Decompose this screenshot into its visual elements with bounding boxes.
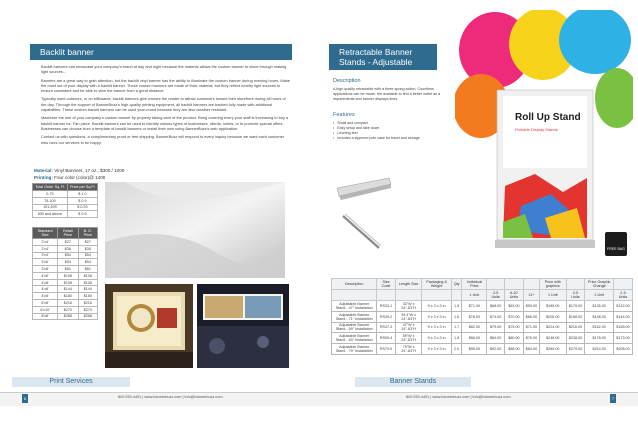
material-line	[34, 168, 124, 173]
table-cell: 59"W x 24"-83"H	[395, 333, 422, 344]
table-cell: Adjustable Banner Stand - 71" Installation	[332, 311, 377, 322]
table-cell: 2'x4'	[33, 245, 58, 252]
table-header: Retail Price	[58, 228, 78, 239]
table-row	[33, 293, 98, 300]
table-cell: $ 0.9	[67, 197, 97, 204]
table-cell: $92.00	[487, 344, 505, 355]
backlit-lightbox-photo	[105, 284, 193, 368]
table-header: 1 Unit	[462, 290, 487, 301]
table-header	[395, 290, 422, 301]
table-cell: $79.00	[487, 322, 505, 333]
section-title-backlit-banner: Backlit banner	[30, 44, 292, 60]
table-cell: $132.00	[613, 301, 632, 312]
table-cell: $27	[58, 239, 78, 246]
table-cell: 8'x8'	[33, 313, 58, 320]
roll-up-stand-product-image	[455, 10, 633, 258]
table-header: B. G. Price	[78, 228, 97, 239]
table-cell: $108	[58, 272, 78, 279]
table-row	[33, 197, 98, 204]
table-cell: RS33-1	[377, 301, 395, 312]
table-header: 1 Unit	[585, 290, 613, 301]
table-row	[33, 300, 98, 307]
table-cell: $135.00	[585, 301, 613, 312]
table-header: Price Graphic Change	[585, 279, 613, 290]
table-cell: $78.00	[462, 311, 487, 322]
printing-value: Four color (color)@ 1400	[54, 175, 106, 180]
table-header	[566, 279, 585, 290]
table-header: Total Order Sq. Ft	[33, 184, 68, 191]
right-page	[319, 0, 638, 437]
table-cell: $96.00	[462, 344, 487, 355]
printing-label: Printing:	[34, 175, 53, 180]
table-cell: $81	[78, 266, 97, 273]
table-cell: 33"W x 24"-83"H	[395, 301, 422, 312]
price-per-sqft-table	[32, 183, 98, 218]
table-cell: $246.00	[540, 333, 566, 344]
stand-base-image	[333, 170, 393, 204]
table-header	[487, 279, 505, 290]
stand-pole-image	[339, 210, 383, 252]
table-row	[332, 344, 633, 355]
table-cell: $88.00	[505, 344, 524, 355]
table-cell: $ 0.25	[67, 204, 97, 211]
table-header: 11+	[523, 290, 539, 301]
table-cell: 101-499	[33, 204, 68, 211]
table-cell: $88.00	[462, 333, 487, 344]
table-cell: $84.00	[523, 344, 539, 355]
table-cell: 500 and above	[33, 211, 68, 218]
table-cell: $208.00	[613, 344, 632, 355]
table-cell: $63.00	[505, 301, 524, 312]
table-cell: $158.00	[613, 322, 632, 333]
table-header: 1 Unit	[540, 290, 566, 301]
table-cell: $70.00	[505, 311, 524, 322]
table-row	[33, 313, 98, 320]
features-heading: Features	[333, 112, 355, 118]
table-cell: $81	[58, 266, 78, 273]
table-header	[332, 290, 377, 301]
free-bag-badge: FREE BAG	[605, 232, 627, 256]
material-value: Vinyl Banners, 17 oz., $300 / 1000	[54, 168, 125, 173]
table-cell: 3'x4'	[33, 252, 58, 259]
table-cell: $289.00	[540, 344, 566, 355]
table-cell: 9 x 3 x 3 in	[422, 344, 451, 355]
table-row	[33, 306, 98, 313]
table-header	[377, 290, 395, 301]
table-cell: $224.00	[540, 322, 566, 333]
table-cell: 3'x8'	[33, 266, 58, 273]
table-cell: 1.5	[451, 301, 462, 312]
table-cell: 1.7	[451, 322, 462, 333]
table-row	[332, 322, 633, 333]
table-cell: 4'x8'	[33, 279, 58, 286]
table-row	[33, 191, 98, 198]
table-header: Description	[332, 279, 377, 290]
feature-item: • Small and compact	[333, 121, 443, 126]
table-cell: $148.00	[585, 311, 613, 322]
table-cell: $36	[78, 245, 97, 252]
table-cell: $179.00	[566, 301, 585, 312]
table-cell: $178.00	[585, 333, 613, 344]
table-cell: 2.0	[451, 344, 462, 355]
table-cell: Adjustable Banner Stand - 47" Installation	[332, 301, 377, 312]
table-header: 2-5 Units	[487, 290, 505, 301]
table-header: Individual Price	[462, 279, 487, 290]
table-cell: $144	[78, 286, 97, 293]
table-cell: $180	[58, 293, 78, 300]
table-row	[33, 239, 98, 246]
table-header: 2-5 Units	[613, 290, 632, 301]
paragraph: Typically used outdoors, or on billboards, backlit banners give owners the reader to attract customers toward their storefront during all hours of the day. Through the support of BannerBuzz's high-quality printing equipment, all backlit banners are backed fully made with additional capabilities. These custom backlit banners can be used year-round because they are also weather resistant.	[41, 96, 286, 113]
table-cell: $198.00	[566, 311, 585, 322]
table-cell: RS59-4	[377, 333, 395, 344]
table-cell: RS39-2	[377, 311, 395, 322]
material-label: Material:	[34, 168, 53, 173]
table-row	[33, 252, 98, 259]
vinyl-texture-image	[105, 182, 285, 278]
section-title-retractable-stands: Retractable Banner Stands - Adjustable	[329, 44, 437, 70]
table-row	[33, 245, 98, 252]
table-cell: $288	[58, 313, 78, 320]
table-row	[33, 272, 98, 279]
table-cell: 9 x 3 x 3 in	[422, 311, 451, 322]
table-cell: $180	[78, 293, 97, 300]
table-cell: $162.00	[585, 322, 613, 333]
table-cell: 9 x 3 x 3 in	[422, 301, 451, 312]
table-header: Size Code	[377, 279, 395, 290]
table-cell: $54	[78, 259, 97, 266]
table-header: Length Size	[395, 279, 422, 290]
table-cell: $36	[58, 245, 78, 252]
standard-size-table	[32, 227, 98, 320]
table-cell: 3'x6'	[33, 259, 58, 266]
table-header: Price with graphics	[540, 279, 566, 290]
table-row	[33, 204, 98, 211]
table-cell: 76-100	[33, 197, 68, 204]
table-cell: $66.00	[523, 311, 539, 322]
table-header	[523, 279, 539, 290]
table-cell: $214.00	[585, 344, 613, 355]
table-cell: $270	[78, 306, 97, 313]
table-header	[613, 279, 632, 290]
table-cell: RS79-5	[377, 344, 395, 355]
backlit-body-text	[41, 64, 291, 148]
table-cell: $185.00	[540, 301, 566, 312]
table-header: 6-10 Units	[505, 290, 524, 301]
footer-contact-left: 800.930.4491 | www.bannerbuzz.com | info@bannerbuzz.com	[118, 395, 223, 399]
table-row	[33, 266, 98, 273]
table-cell: 6'x10'	[33, 306, 58, 313]
table-cell: $76.00	[523, 333, 539, 344]
table-cell: $270	[58, 306, 78, 313]
product-label: Roll Up Stand	[515, 112, 581, 123]
table-cell: $80.00	[505, 333, 524, 344]
footer-bar	[0, 392, 638, 406]
table-cell: $68.00	[487, 301, 505, 312]
table-cell: $84.00	[487, 333, 505, 344]
table-cell: 4'x8'	[33, 286, 58, 293]
table-row	[33, 211, 98, 218]
footer-tab-print-services: Print Services	[12, 377, 130, 387]
table-cell: $74.00	[487, 311, 505, 322]
table-cell: RS47-3	[377, 322, 395, 333]
table-header: Qty	[451, 279, 462, 290]
table-cell: $173.00	[613, 333, 632, 344]
table-cell: $144	[58, 286, 78, 293]
table-row	[33, 286, 98, 293]
table-cell: $216	[58, 300, 78, 307]
features-list	[333, 121, 443, 141]
table-header	[451, 290, 462, 301]
table-cell: $216	[78, 300, 97, 307]
feature-item: • Easy setup and take down	[333, 126, 443, 131]
table-header	[422, 290, 451, 301]
page-number-right: 7	[611, 396, 615, 401]
paragraph: Banners are a great way to grab attention, but the backlit vinyl banner has the ability to illuminate the custom banner during evening hours. Make the most out of your display with a backlit banner. These custom banners are made of thick material, but they reflect nearby light sources to ensure consistent and be able to view the banner from a great distance.	[41, 77, 290, 94]
table-cell: $75.00	[505, 322, 524, 333]
product-sublabel: Portable Display Stands	[515, 127, 558, 132]
table-cell: $ 1.0	[67, 191, 97, 198]
table-cell: $54	[58, 252, 78, 259]
table-cell: $54	[58, 259, 78, 266]
table-header	[505, 279, 524, 290]
table-cell: Adjustable Banner Stand - 63" Installation	[332, 333, 377, 344]
table-cell: $216.00	[566, 322, 585, 333]
table-cell: 79"W x 24"-83"H	[395, 344, 422, 355]
table-row	[332, 311, 633, 322]
feature-item: • Includes a zippered pole case for travel and storage	[333, 136, 443, 141]
table-cell: 0-75	[33, 191, 68, 198]
table-cell: $71.00	[523, 322, 539, 333]
table-row	[33, 279, 98, 286]
feature-item: • Leveling feet	[333, 131, 443, 136]
table-cell: $288	[78, 313, 97, 320]
backlit-store-photo	[197, 284, 289, 368]
stand-pricing-table	[331, 278, 633, 355]
table-cell: $82.00	[462, 322, 487, 333]
table-cell: 2'x4'	[33, 239, 58, 246]
footer-contact-right: 800.930.4491 | www.bannerbuzz.com | info@bannerbuzz.com	[406, 395, 511, 399]
table-cell: $205.00	[540, 311, 566, 322]
table-cell: Adjustable Banner Stand - 59" Installation	[332, 322, 377, 333]
table-cell: 1.8	[451, 333, 462, 344]
table-header: Standard Size	[33, 228, 58, 239]
table-cell: 47"W x 24"-83"H	[395, 322, 422, 333]
table-cell: $238.00	[566, 333, 585, 344]
table-cell: $27	[78, 239, 97, 246]
printing-line	[34, 175, 105, 180]
table-cell: 39.4"W x 24"-83"H	[395, 311, 422, 322]
table-cell: $ 0.5	[67, 211, 97, 218]
table-header: Price per Sq.Ft	[67, 184, 97, 191]
table-cell: 4'x6'	[33, 272, 58, 279]
table-row	[33, 259, 98, 266]
table-cell: 1.6	[451, 311, 462, 322]
table-cell: 4'x8'	[33, 293, 58, 300]
table-cell: 6'x8'	[33, 300, 58, 307]
description-text: A high quality retractable with a three spring action. Countless applications can be made, the available to find a better outlet as a requirements and banner displays lines.	[333, 87, 441, 101]
table-cell: $54	[78, 252, 97, 259]
paragraph: Contact us with questions, a complimentary proof or free shipping. BannerBuzz will respond to every inquiry because we want each customer who uses our services to be happy.	[41, 134, 285, 145]
table-cell: $108	[58, 279, 78, 286]
table-row	[332, 301, 633, 312]
page-number-left: 6	[23, 396, 27, 401]
table-cell: 9 x 3 x 3 in	[422, 322, 451, 333]
table-cell: $144.00	[613, 311, 632, 322]
table-cell: $108	[78, 279, 97, 286]
paragraph: Maximize the use of your company's custom banner by properly taking care of the product. Bring covering every your staff is increasing to buy a backlit banner for. Fan piece. Backlit banners can be used to identify various types of businesses, clients, hotels, or to promote special offers. Businesses can choose from a template of backlit banners or install their own using BannerBuzz's web application.	[41, 115, 289, 131]
paragraph: Backlit banners can showcase your company's brand at day and night because the material allows the custom banner to shine through making light sources...	[41, 64, 287, 75]
table-row	[332, 333, 633, 344]
footer-tab-banner-stands: Banner Stands	[355, 377, 471, 387]
table-cell: $59.00	[523, 301, 539, 312]
table-cell: $279.00	[566, 344, 585, 355]
table-cell: $71.00	[462, 301, 487, 312]
table-header: 2-5 Units	[566, 290, 585, 301]
table-cell: 9 x 3 x 3 in	[422, 333, 451, 344]
description-heading: Description	[333, 78, 361, 84]
table-header: Packaging & Weight	[422, 279, 451, 290]
table-cell: $108	[78, 272, 97, 279]
table-cell: Adjustable Banner Stand - 79" Installation	[332, 344, 377, 355]
